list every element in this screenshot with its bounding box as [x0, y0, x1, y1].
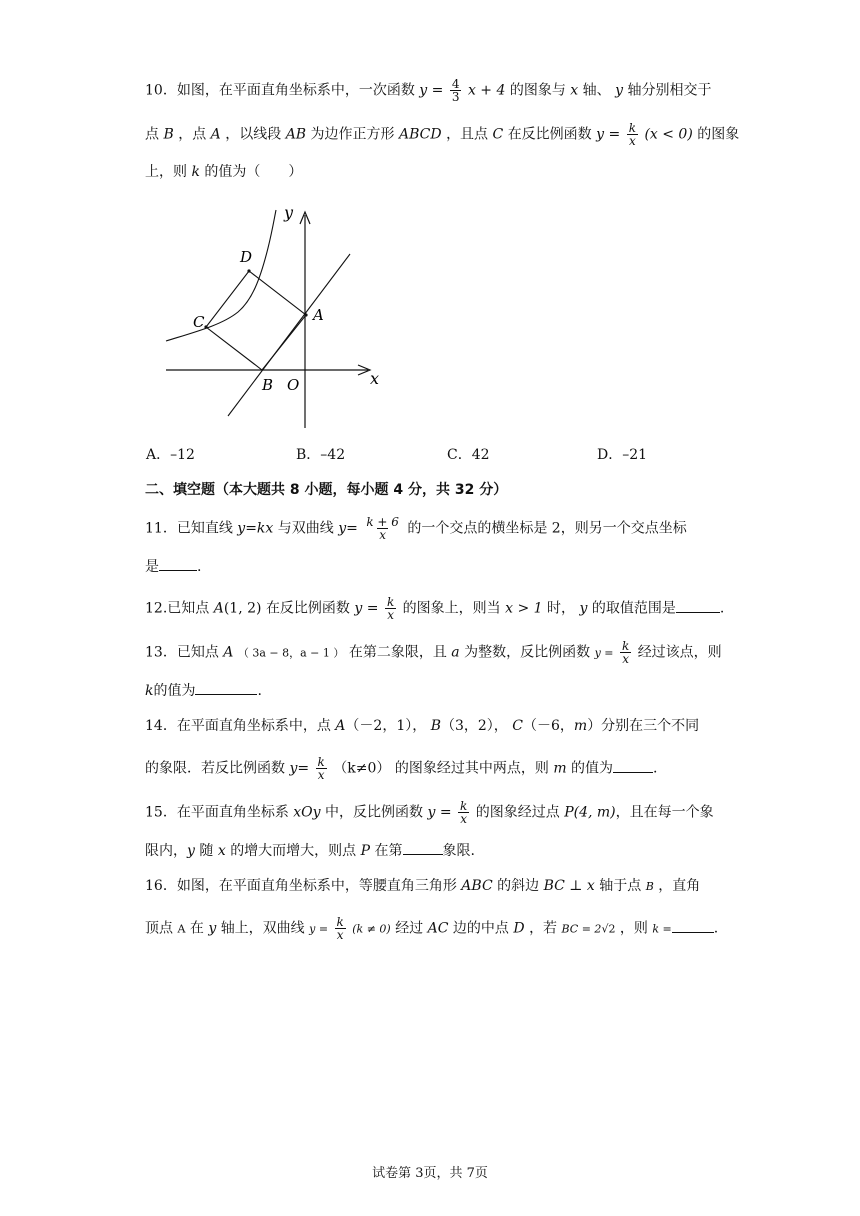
choice-a[interactable]: A．–12: [146, 447, 195, 463]
q16-text: 16．如图，在平面直角坐标系中，等腰直角三角形: [145, 878, 457, 894]
q13-text: 的值为: [153, 683, 196, 699]
q10-text: 10．如图，在平面直角坐标系中，一次函数: [145, 82, 415, 99]
point-C: C: [492, 126, 504, 143]
q12-text: 12.已知点: [145, 600, 210, 617]
equals-sign: =: [608, 126, 621, 143]
q13-text: 13．已知点: [145, 644, 219, 661]
frac-numerator: k: [317, 755, 325, 769]
q11-line2: [145, 556, 718, 577]
q15-text: 在第: [374, 843, 403, 859]
answer-blank[interactable]: [613, 758, 653, 773]
label-O: O: [287, 376, 300, 394]
fraction-k-x: [620, 640, 631, 665]
condition: （k≠0）: [333, 760, 391, 777]
period: .: [713, 920, 719, 937]
expr-y-eq: y=: [289, 760, 310, 777]
label-y: y: [284, 203, 294, 222]
label-A: A: [313, 306, 324, 324]
q11-line1: [145, 516, 718, 541]
choice-d[interactable]: D．–21: [597, 447, 648, 463]
hyperbola-curve: [166, 210, 276, 341]
q16-line2: [145, 916, 718, 941]
fraction-k6-x: [364, 516, 401, 541]
label-C: C: [193, 313, 205, 331]
label-D: D: [240, 248, 253, 266]
q10-text: 的图象: [697, 126, 740, 143]
expr-x-plus-4: x + 4: [467, 82, 506, 99]
q16-text: 在: [189, 920, 204, 937]
period: .: [197, 559, 202, 575]
q15-text: 限内，: [145, 843, 187, 859]
point-P: P: [360, 843, 371, 859]
period: .: [653, 760, 658, 777]
q10-line3: [145, 162, 718, 182]
answer-blank[interactable]: [195, 680, 257, 695]
frac-numerator: k: [386, 595, 395, 609]
expr-k-eq: k =: [652, 922, 672, 936]
q10-text: ，以线段: [225, 126, 282, 143]
q10-text: ，点: [178, 126, 207, 143]
q10-figure: [160, 200, 390, 430]
q16-text: ，若: [529, 920, 558, 937]
coord: (1, 2): [223, 600, 262, 617]
page-footer: 试卷第 3页，共 7页: [372, 1166, 488, 1181]
q15-text: 15．在平面直角坐标系: [145, 804, 289, 821]
q15-text: 的图象经过点: [475, 804, 560, 821]
q16-text: 边的中点: [452, 920, 509, 937]
point-A: A: [335, 718, 346, 734]
var-m: m: [553, 760, 567, 777]
q16-line1: [145, 876, 718, 897]
q12-text: 的取值范围是: [591, 600, 676, 617]
condition: (k ≠ 0): [352, 922, 391, 936]
period: .: [257, 683, 262, 699]
q10-line1: [145, 78, 718, 103]
segment-AC: AC: [427, 920, 449, 937]
fraction-k-x: [627, 122, 638, 147]
expr-y-eq: y =: [354, 600, 379, 617]
q13-line2: [145, 680, 718, 701]
expr-y-eq: y =: [427, 804, 452, 821]
frac-numerator: k: [336, 915, 344, 929]
segment-BC: BC: [543, 878, 565, 894]
var-x: x: [217, 843, 226, 859]
var-k: k: [191, 164, 200, 180]
coord: （－6，: [522, 718, 574, 734]
q10-text: ，且点: [446, 126, 489, 143]
answer-blank[interactable]: [403, 840, 443, 855]
var-k: k: [145, 683, 154, 699]
q10-line2: [145, 121, 740, 148]
q12-text: 的图象上，则当: [402, 600, 501, 617]
point-B: B: [645, 880, 654, 893]
frac-denominator: 3: [451, 90, 460, 104]
var-y: y: [596, 126, 605, 143]
fraction-k-x: [458, 800, 469, 825]
point-B: B: [430, 718, 441, 734]
q15-line2: [145, 840, 718, 861]
fraction-4-3: [450, 78, 462, 103]
domain-condition: (x < 0): [644, 126, 693, 143]
var-x: x: [586, 878, 595, 894]
var-y: y: [579, 600, 588, 617]
period: .: [719, 600, 725, 617]
q16-text: 的斜边: [497, 878, 540, 894]
answer-blank[interactable]: [672, 918, 714, 933]
expr-y-eq: y =: [309, 922, 329, 936]
equals-sign: =: [431, 82, 444, 99]
point-c-dot: [204, 325, 207, 328]
point-a-dot: [304, 313, 307, 316]
point-A: A: [210, 126, 221, 143]
q14-text: 的图象经过其中两点，则: [394, 760, 549, 777]
fraction-k-x: [316, 756, 327, 781]
choice-b[interactable]: B．–42: [296, 447, 346, 463]
q16-text: 顶点: [145, 920, 173, 937]
answer-blank[interactable]: [676, 598, 720, 613]
expr-y-kx: y=kx: [237, 520, 274, 537]
q14-text: ）分别在三个不同: [587, 718, 700, 734]
q16-text: 轴上，双曲线: [220, 920, 305, 937]
q11-text: 的一个交点的横坐标是 2，则另一个交点坐标: [407, 520, 687, 537]
coord: （－2，1），: [345, 718, 427, 734]
q14-text: 14．在平面直角坐标系中，点: [145, 718, 331, 734]
frac-denominator: x: [387, 608, 394, 622]
q10-text: 上，则: [145, 164, 187, 180]
var-y: y: [615, 82, 624, 99]
frac-numerator: k: [460, 799, 468, 813]
q14-line2: [145, 756, 718, 781]
label-B: B: [262, 376, 274, 394]
q10-text: 轴、: [582, 82, 611, 99]
q10-text: 在反比例函数: [507, 126, 592, 143]
coord: （3，2），: [440, 718, 508, 734]
triangle-ABC: ABC: [461, 878, 493, 894]
point-A: A: [223, 644, 234, 661]
point-A: A: [177, 922, 186, 936]
fraction-k-x: [335, 916, 346, 941]
q13-line1: [145, 639, 722, 666]
var-m: m: [573, 718, 588, 734]
q12-text: 时，: [547, 600, 576, 617]
q16-text: 轴于点: [599, 878, 642, 894]
q16-text: ，则: [619, 920, 648, 937]
q13-text: 经过该点，则: [637, 644, 722, 661]
q14-text: 的值为: [571, 760, 614, 777]
q16-text: ，直角: [658, 878, 701, 894]
frac-numerator: k: [628, 121, 636, 135]
q15-text: 象限.: [442, 843, 475, 859]
q15-text: 随: [199, 843, 214, 859]
point-P: P(4, m): [564, 804, 616, 821]
square-ABCD: ABCD: [399, 126, 442, 143]
frac-denominator: x: [460, 812, 468, 826]
var-y: y: [187, 843, 195, 859]
sqrt-2: √2: [601, 922, 616, 936]
q10-text: 点: [145, 126, 159, 143]
segment-AB: AB: [285, 126, 307, 143]
q11-text: 与双曲线: [277, 520, 334, 537]
frac-denominator: x: [317, 768, 325, 782]
frac-numerator: k + 6: [366, 515, 399, 529]
point-A: A: [213, 600, 224, 617]
q13-text: 为整数，反比例函数: [464, 644, 591, 661]
q10-text: 为边作正方形: [310, 126, 395, 143]
q10-text: 的值为（ ）: [204, 164, 303, 180]
coord: （ 3a − 8，a − 1 ）: [237, 646, 345, 660]
var-x: x: [570, 82, 579, 99]
q11-text: 是: [145, 559, 159, 575]
answer-blank[interactable]: [159, 556, 197, 571]
q12-text: 在反比例函数: [265, 600, 350, 617]
expr-bc: BC = 2: [561, 922, 602, 936]
condition: x > 1: [505, 600, 543, 617]
frac-denominator: x: [336, 928, 344, 942]
point-D: D: [513, 920, 525, 937]
fraction-k-x: [385, 596, 396, 621]
q14-line1: [145, 716, 718, 736]
q15-text: 中，反比例函数: [325, 804, 424, 821]
q10-text: 轴分别相交于: [627, 82, 712, 99]
frac-numerator: 4: [451, 77, 460, 91]
point-C: C: [512, 718, 523, 734]
q11-text: 11．已知直线: [145, 520, 233, 537]
point-d-dot: [247, 269, 250, 272]
var-y: y: [419, 82, 428, 99]
choice-c[interactable]: C．42: [447, 447, 490, 463]
point-B: B: [163, 126, 174, 143]
q15-line1: [145, 800, 718, 825]
frac-numerator: k: [621, 639, 630, 653]
var-a: a: [451, 644, 460, 661]
label-x: x: [370, 369, 380, 388]
q15-text: ，且在每一个象: [615, 804, 714, 821]
var-y: y: [208, 920, 217, 937]
q14-text: 的象限．若反比例函数: [145, 760, 285, 777]
q12-line: [145, 595, 725, 622]
q15-text: 的增大而增大，则点: [230, 843, 357, 859]
xoy: xOy: [293, 804, 321, 821]
q16-text: 经过: [395, 920, 424, 937]
q10-text: 的图象与: [509, 82, 566, 99]
frac-denominator: x: [622, 652, 629, 666]
frac-denominator: x: [379, 528, 386, 542]
q13-text: 在第二象限，且: [348, 644, 447, 661]
expr-y-eq: y=: [338, 520, 358, 537]
section-title: 二、填空题（本大题共 8 小题，每小题 4 分，共 32 分）: [145, 482, 508, 498]
perp-symbol: ⊥: [569, 878, 583, 894]
expr-y-eq: y =: [594, 646, 614, 660]
frac-denominator: x: [628, 134, 636, 148]
